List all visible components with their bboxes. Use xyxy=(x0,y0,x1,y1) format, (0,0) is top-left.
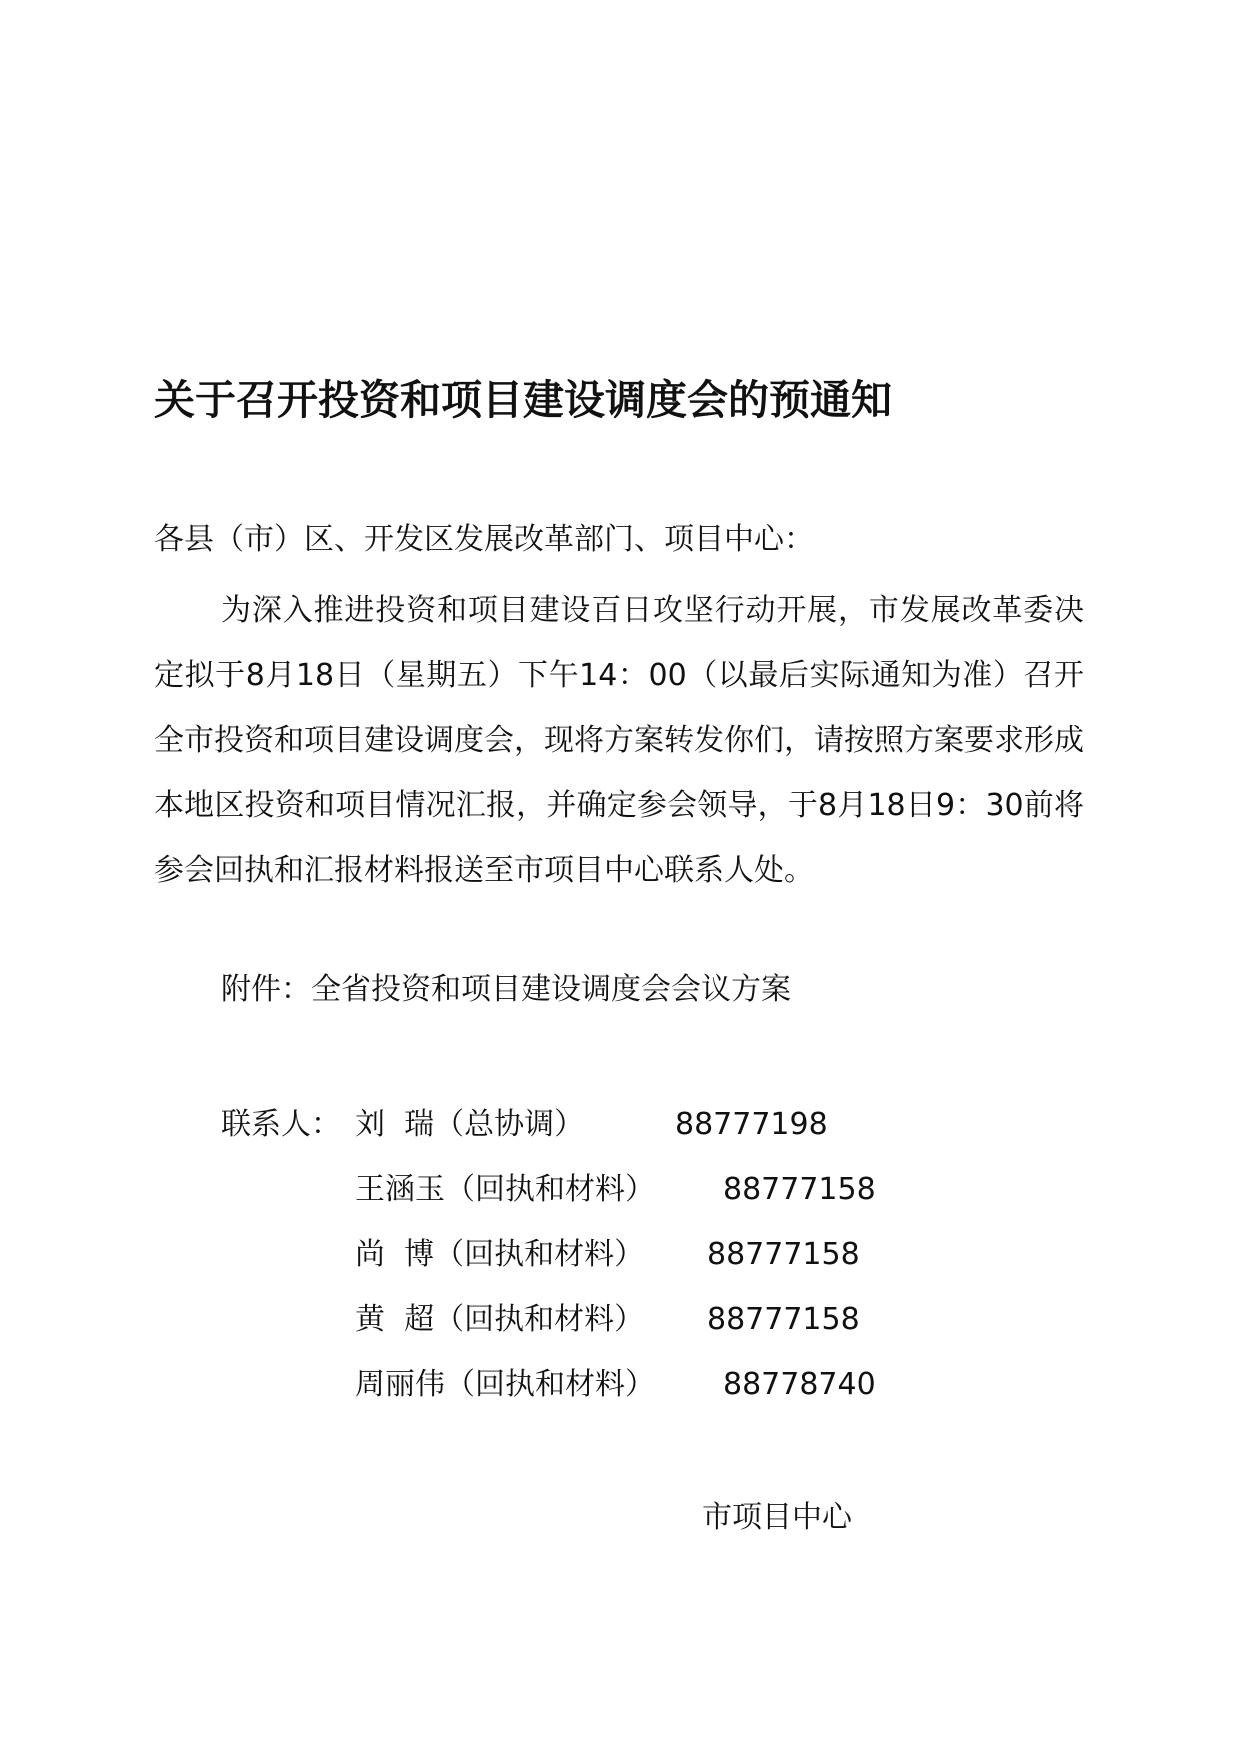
contact-row xyxy=(221,1162,981,1227)
attachment-line: 附件：全省投资和项目建设调度会会议方案 xyxy=(221,972,791,1007)
contact-row xyxy=(221,1357,981,1422)
contact-phone: 88777158 xyxy=(707,1302,860,1337)
contact-name: 尚 博（回执和材料） xyxy=(355,1237,645,1272)
contacts-list xyxy=(221,1097,981,1422)
contact-name: 周丽伟（回执和材料） xyxy=(355,1367,655,1402)
contact-name: 王涵玉（回执和材料） xyxy=(355,1172,655,1207)
contact-row xyxy=(221,1227,981,1292)
contact-name: 刘 瑞（总协调） xyxy=(355,1107,585,1142)
document-title: 关于召开投资和项目建设调度会的预通知 xyxy=(154,376,892,424)
contact-phone: 88777198 xyxy=(675,1107,828,1142)
signature-organization: 市项目中心 xyxy=(702,1500,852,1535)
body-paragraph: 为深入推进投资和项目建设百日攻坚行动开展，市发展改革委决定拟于8月18日（星期五）下午14：00（以最后实际通知为准）召开全市投资和项目建设调度会，现将方案转发你们，请按照方案要求形成本地区投资和项目情况汇报，并确定参会领导，于8月18日9：30前将参会回执和汇报材料报送至市项目中心联系人处。 xyxy=(154,593,1084,888)
contact-name: 黄 超（回执和材料） xyxy=(355,1302,645,1337)
contact-phone: 88777158 xyxy=(723,1172,876,1207)
contact-row xyxy=(221,1097,981,1162)
contact-phone: 88778740 xyxy=(723,1367,876,1402)
contacts-label: 联系人： xyxy=(221,1107,341,1142)
salutation: 各县（市）区、开发区发展改革部门、项目中心： xyxy=(154,522,814,557)
contact-phone: 88777158 xyxy=(707,1237,860,1272)
contact-row xyxy=(221,1292,981,1357)
